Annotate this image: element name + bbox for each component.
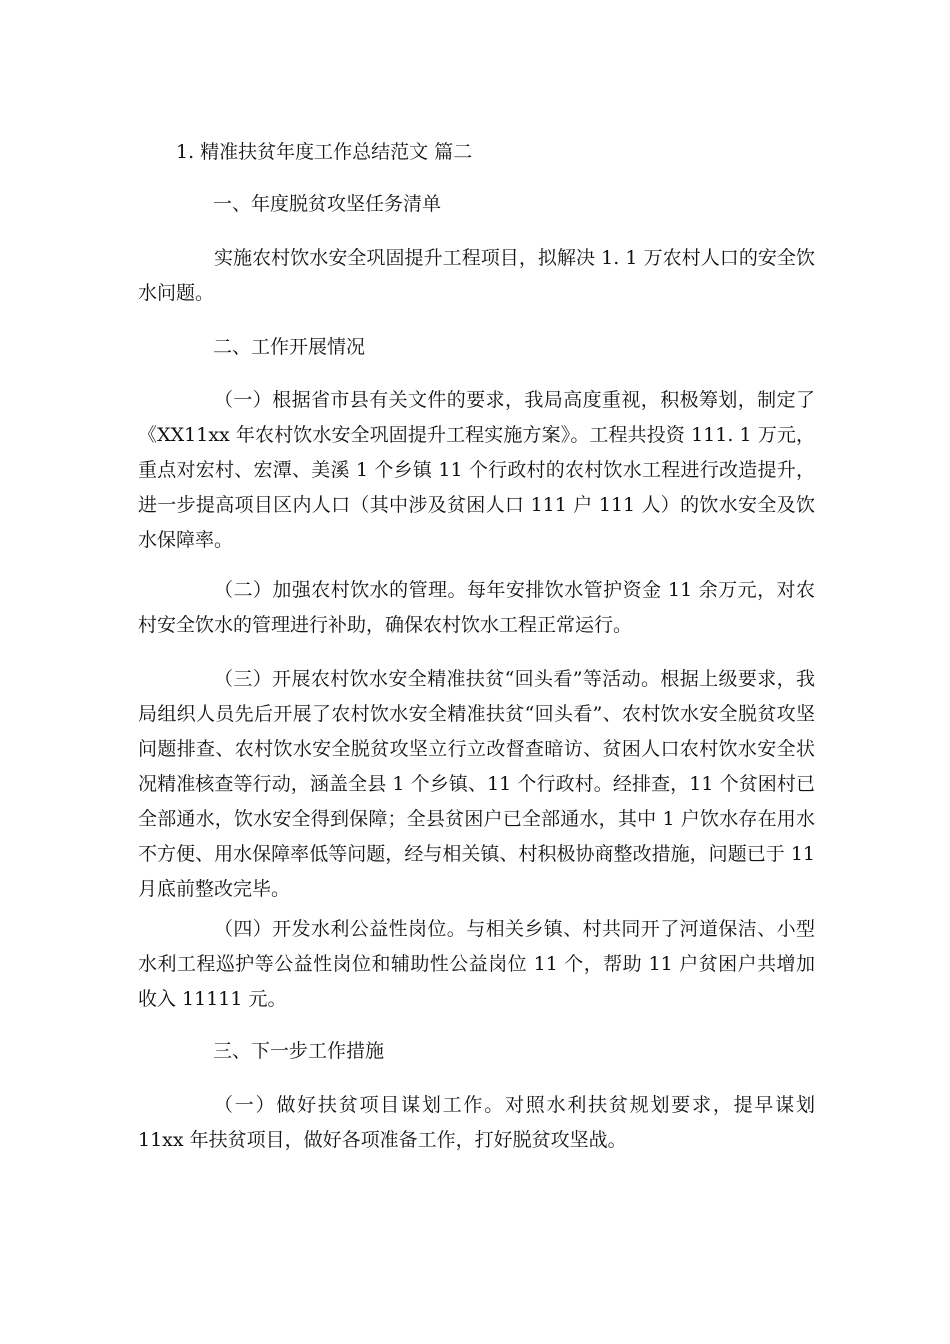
section-heading-1: 一、年度脱贫攻坚任务清单 bbox=[213, 193, 442, 215]
section-2-paragraph-3: （三）开展农村饮水安全精准扶贫“回头看”等活动。根据上级要求，我局组织人员先后开展了农村饮水安全精准扶贫“回头看”、农村饮水安全脱贫攻坚问题排查、农村饮水安全脱贫攻坚立行立改督查暗访、贫困人口农村饮水安全状况精准核查等行动，涵盖全县 1 个乡镇、11 个行政村。经排查，11 个贫困村已全部通水，饮水安全得到保障；全县贫困户已全部通水，其中 1 户饮水存在用水不方便、用水保障率低等问题，经与相关镇、村积极协商整改措施，问题已于 11 月底前整改完毕。 bbox=[138, 668, 815, 900]
section-heading-3: 三、下一步工作措施 bbox=[213, 1040, 385, 1062]
section-heading-2: 二、工作开展情况 bbox=[213, 336, 366, 358]
section-2-paragraph-1: （一）根据省市县有关文件的要求，我局高度重视，积极筹划，制定了《XX11xx 年农村饮水安全巩固提升工程实施方案》。工程共投资 111. 1 万元，重点对宏村、宏潭、美溪 1 个乡镇 11 个行政村的农村饮水工程进行改造提升，进一步提高项目区内人口（其中涉及贫困人口 111 户 111 人）的饮水安全及饮水保障率。 bbox=[138, 389, 815, 551]
section-2-paragraph-4: （四）开发水利公益性岗位。与相关乡镇、村共同开了河道保洁、小型水利工程巡护等公益性岗位和辅助性公益岗位 11 个，帮助 11 户贫困户共增加收入 11111 元。 bbox=[138, 918, 815, 1010]
document-title: 1. 精准扶贫年度工作总结范文 篇二 bbox=[176, 141, 473, 163]
section-1-paragraph-1: 实施农村饮水安全巩固提升工程项目，拟解决 1. 1 万农村人口的安全饮水问题。 bbox=[138, 247, 815, 304]
section-2-paragraph-2: （二）加强农村饮水的管理。每年安排饮水管护资金 11 余万元，对农村安全饮水的管理进行补助，确保农村饮水工程正常运行。 bbox=[138, 579, 815, 636]
section-3-paragraph-1: （一）做好扶贫项目谋划工作。对照水利扶贫规划要求，提早谋划 11xx 年扶贫项目，做好各项准备工作，打好脱贫攻坚战。 bbox=[138, 1094, 815, 1151]
